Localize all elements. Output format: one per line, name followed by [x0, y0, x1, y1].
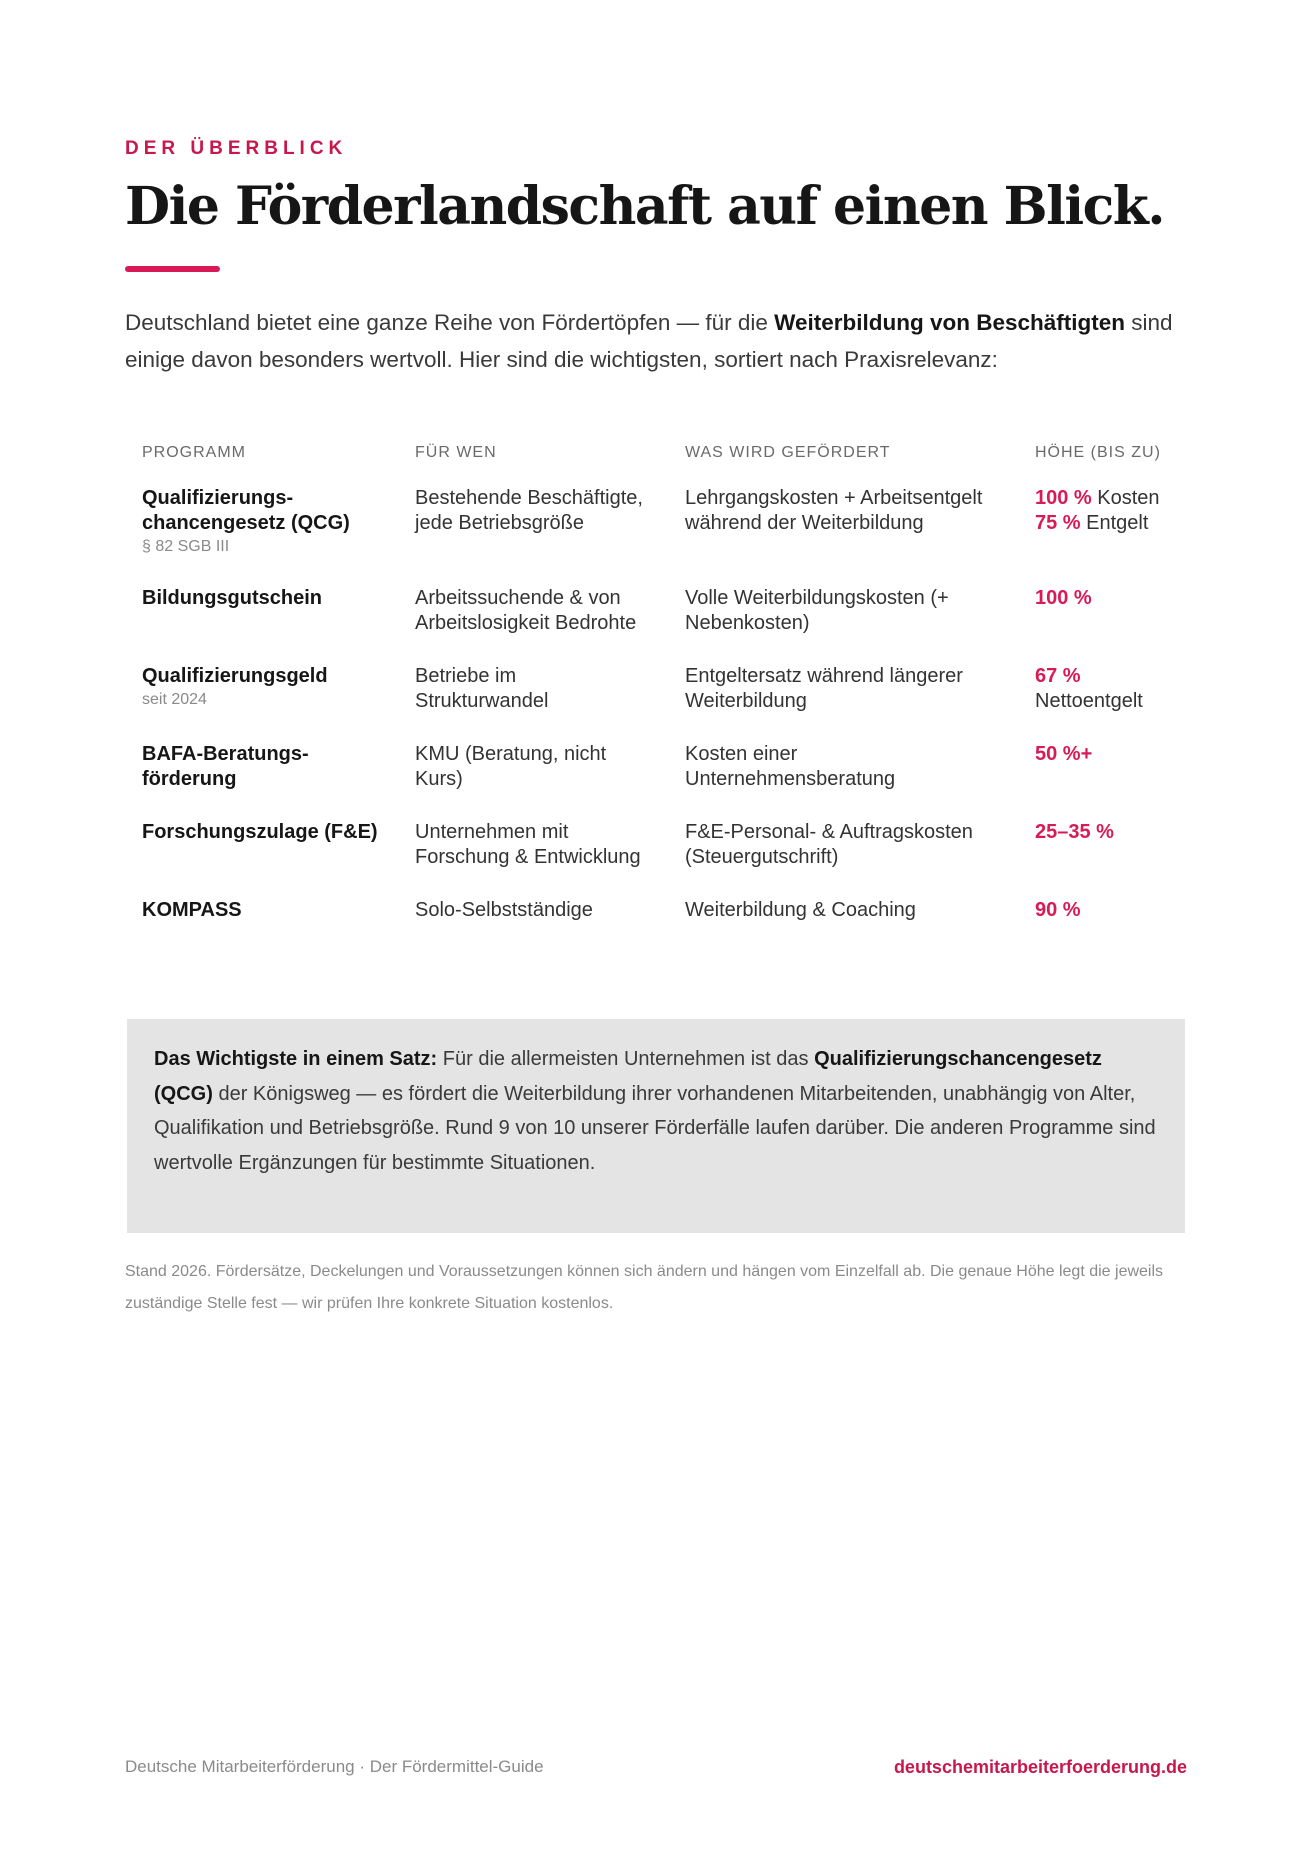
- section-kicker: DER ÜBERBLICK: [125, 138, 348, 159]
- cell-amount: [1018, 820, 1185, 898]
- program-note: seit 2024: [142, 691, 207, 708]
- program-name: Forschungszulage (F&E): [142, 821, 378, 843]
- intro-paragraph: [125, 304, 1185, 378]
- cell-amount: [1018, 898, 1185, 951]
- cell-amount: [1018, 664, 1185, 742]
- program-name: BAFA-Beratungs-förderung: [142, 743, 309, 790]
- intro-text-1: Deutschland bietet eine ganze Reihe von Fördertöpfen — für die: [125, 310, 775, 335]
- program-name: Qualifizierungsgeld: [142, 665, 328, 687]
- callout-lead: Das Wichtigste in einem Satz:: [154, 1048, 438, 1070]
- table-row: [125, 486, 1185, 586]
- amount-highlight: 25–35 %: [1035, 821, 1114, 843]
- cell-target: Bestehende Beschäftigte, jede Betriebsgröße: [415, 487, 643, 534]
- cell-program: [125, 664, 398, 742]
- key-takeaway-box: [127, 1019, 1185, 1233]
- header-amount: HÖHE (BIS ZU): [1035, 444, 1161, 461]
- amount-highlight: 100 %: [1035, 587, 1092, 609]
- table-row: [125, 898, 1185, 951]
- cell-program: [125, 898, 398, 951]
- programs-table: [125, 438, 1185, 951]
- cell-program: [125, 586, 398, 664]
- table-header-row: [125, 438, 1185, 486]
- cell-amount: [1018, 486, 1185, 586]
- table-row: [125, 820, 1185, 898]
- disclaimer: Stand 2026. Fördersätze, Deckelungen und Voraussetzungen können sich ändern und hängen vom Einzelfall ab. Die genaue Höhe legt die jeweils zuständige Stelle fest — wir prüfen Ihre konkrete Situation kostenlos.: [125, 1263, 1164, 1312]
- amount-unit: Nettoentgelt: [1035, 690, 1143, 712]
- cell-program: [125, 820, 398, 898]
- cell-program: [125, 486, 398, 586]
- amount-unit-2: Entgelt: [1086, 512, 1149, 534]
- header-funded: WAS WIRD GEFÖRDERT: [685, 444, 891, 461]
- intro-text-2: sind einige davon besonders wertvoll. Hier sind die wichtigsten, sortiert nach Praxisrelevanz:: [125, 310, 1173, 372]
- amount-highlight-2: 75 %: [1035, 512, 1081, 534]
- table-row: [125, 664, 1185, 742]
- cell-target: Solo-Selbstständige: [415, 899, 593, 921]
- accent-divider: [125, 266, 220, 272]
- cell-funded: Lehrgangskosten + Arbeitsentgelt während der Weiterbildung: [685, 487, 983, 534]
- cell-funded: Volle Weiterbildungskosten (+ Nebenkosten): [685, 587, 949, 634]
- cell-program: [125, 742, 398, 820]
- table-row: [125, 742, 1185, 820]
- callout-bold: Qualifizierungschancengesetz (QCG): [154, 1048, 1102, 1105]
- cell-funded: Entgeltersatz während längerer Weiterbildung: [685, 665, 963, 712]
- header-target: FÜR WEN: [415, 444, 497, 461]
- cell-amount: [1018, 586, 1185, 664]
- cell-target: Arbeitssuchende & von Arbeitslosigkeit Bedrohte: [415, 587, 637, 634]
- header-program: PROGRAMM: [142, 444, 246, 461]
- amount-highlight: 50 %+: [1035, 743, 1093, 765]
- cell-target: Unternehmen mit Forschung & Entwicklung: [415, 821, 641, 868]
- callout-text-2: der Königsweg — es fördert die Weiterbildung ihrer vorhandenen Mitarbeitenden, unabhängig von Alter, Qualifikation und Betriebsgröße. Rund 9 von 10 unserer Förderfälle laufen darüber. Die anderen Programme sind wertvolle Ergänzungen für bestimmte Situationen.: [154, 1082, 1156, 1174]
- cell-funded: Weiterbildung & Coaching: [685, 899, 916, 921]
- cell-target: Betriebe im Strukturwandel: [415, 665, 549, 712]
- page-title: Die Förderlandschaft auf einen Blick.: [125, 176, 1164, 237]
- table-row: [125, 586, 1185, 664]
- footer-website-link[interactable]: deutschemitarbeiterfoerderung.de: [893, 1757, 1187, 1777]
- cell-amount: [1018, 742, 1185, 820]
- callout-text-1: Für die allermeisten Unternehmen ist das: [437, 1048, 815, 1070]
- program-name: Bildungsgutschein: [142, 587, 322, 609]
- footer-publication: Deutsche Mitarbeiterförderung · Der Fördermittel-Guide: [125, 1757, 544, 1776]
- cell-target: KMU (Beratung, nicht Kurs): [415, 743, 607, 790]
- amount-highlight: 100 %: [1035, 487, 1092, 509]
- amount-unit: Kosten: [1097, 487, 1160, 509]
- program-name: Qualifizierungs-chancengesetz (QCG): [142, 487, 350, 534]
- amount-highlight: 90 %: [1035, 899, 1081, 921]
- cell-funded: F&E-Personal- & Auftragskosten (Steuergutschrift): [685, 821, 973, 868]
- program-name: KOMPASS: [142, 899, 242, 921]
- cell-funded: Kosten einer Unternehmensberatung: [685, 743, 896, 790]
- intro-bold: Weiterbildung von Beschäftigten: [774, 310, 1126, 335]
- program-note: § 82 SGB III: [142, 538, 230, 555]
- amount-highlight: 67 %: [1035, 665, 1081, 687]
